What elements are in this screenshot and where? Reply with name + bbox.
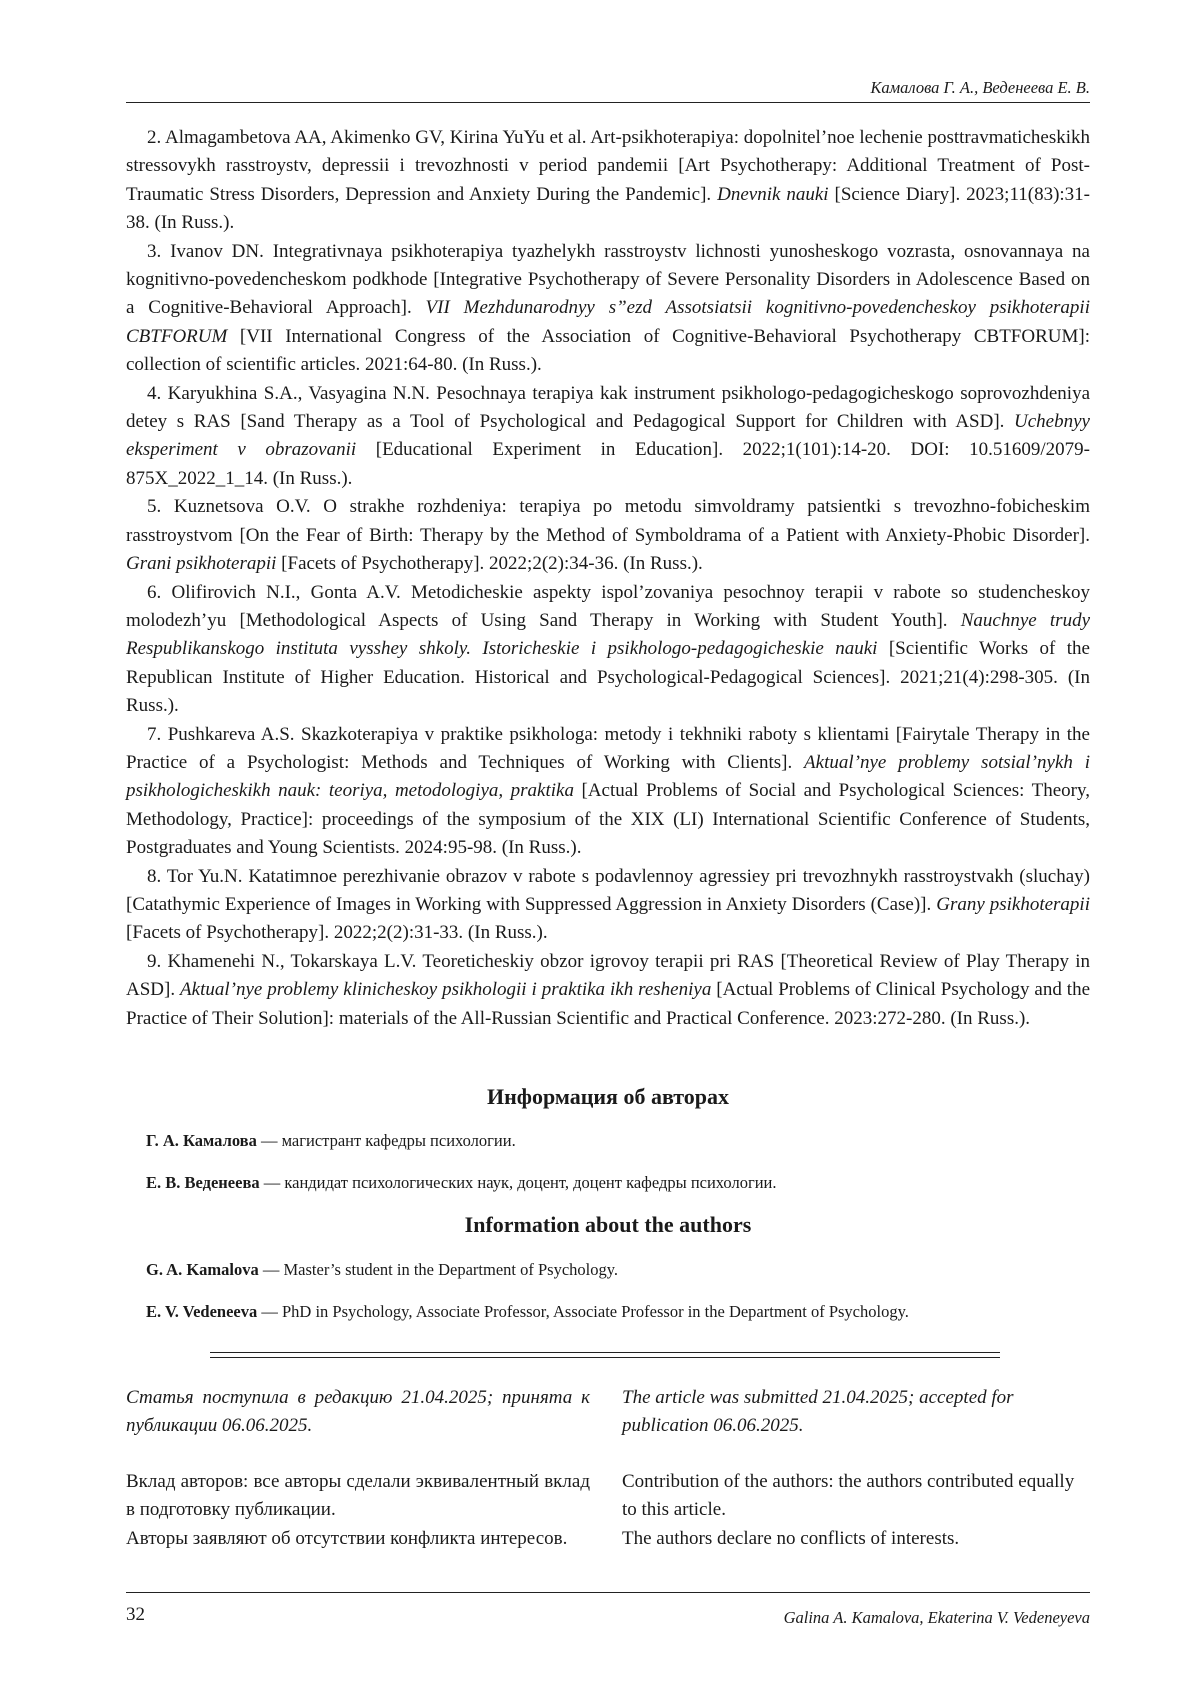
- double-divider: [210, 1352, 1000, 1358]
- reference-item: 7. Pushkareva A.S. Skazkoterapiya v praktike psikhologa: metody i tekhniki raboty s klientami [Fairytale Therapy in the Practice of a Psychologist: Methods and Techniques of Working with Clients]. Aktual’nye problemy sotsial’nykh i psikhologicheskikh nauk: teoriya, metodologiya, praktika [Actual Problems of Social and Psychological Sciences: Theory, Methodology, Practice]: proceedings of the symposium of the XIX (LI) International Scientific Conference of Students, Postgraduates and Young Scientists. 2024:95-98. (In Russ.).: [126, 723, 1091, 859]
- footer-authors: Galina A. Kamalova, Ekaterina V. Vedeneyeva: [783, 1608, 1090, 1627]
- submission-note-ru: Статья поступила в редакцию 21.04.2025; принята к публикации 06.06.2025.: [126, 1387, 590, 1437]
- authors-heading-en: Information about the authors: [464, 1212, 752, 1237]
- header-rule: [126, 102, 1090, 103]
- contribution-text-en: Contribution of the authors: the authors contributed equally to this article.: [622, 1471, 1075, 1521]
- contribution-text-ru: Вклад авторов: все авторы сделали эквивалентный вклад в подготовку публикации.: [126, 1471, 590, 1521]
- reference-item: 9. Khamenehi N., Tokarskaya L.V. Teoreticheskiy obzor igrovoy terapii pri RAS [Theoretical Review of Play Therapy in ASD]. Aktual’nye problemy klinicheskoy psikhologii i praktika ikh resheniya [Actual Problems of Clinical Psychology and the Practice of Their Solution]: materials of the All-Russian Scientific and Practical Conference. 2023:272-280. (In Russ.).: [126, 950, 1090, 1029]
- reference-item: 5. Kuznetsova O.V. O strakhe rozhdeniya: terapiya po metodu simvoldramy patsientki s trevozhno-fobicheskim rasstroystvom [On the Fear of Birth: Therapy by the Method of Symboldrama of a Patient with Anxiety-Phobic Disorder]. Grani psikhoterapii [Facets of Psychotherapy]. 2022;2(2):34-36. (In Russ.).: [126, 496, 1090, 575]
- conflict-text-en: The authors declare no conflicts of interests.: [622, 1527, 960, 1549]
- reference-item: 4. Karyukhina S.A., Vasyagina N.N. Pesochnaya terapiya kak instrument psikhologo-pedagogicheskogo soprovozhdeniya detey s RAS [Sand Therapy as a Tool of Psychological and Pedagogical Support for Children with ASD]. Uchebnyy eksperiment v obrazovanii [Educational Experiment in Education]. 2022;1(101):14-20. DOI: 10.51609/2079-875X_2022_1_14. (In Russ.).: [126, 382, 1090, 489]
- author-info-en-1: G. A. Kamalova — Master’s student in the Department of Psychology.: [146, 1260, 619, 1279]
- author-info-ru-2: Е. В. Веденеева — кандидат психологических наук, доцент, доцент кафедры психологии.: [146, 1173, 777, 1192]
- contribution-note-ru: [126, 1468, 590, 1553]
- contribution-note-en: [622, 1468, 1090, 1553]
- conflict-text-ru: Авторы заявляют об отсутствии конфликта интересов.: [126, 1527, 568, 1549]
- footer-rule: [126, 1592, 1090, 1593]
- reference-item: 3. Ivanov DN. Integrativnaya psikhoterapiya tyazhelykh rasstroystv lichnosti yunosheskogo vozrasta, osnovannaya na kognitivno-povedencheskom podkhode [Integrative Psychotherapy of Severe Personality Disorders in Adolescence Based on a Cognitive-Behavioral Approach]. VII Mezhdunarodnyy s”ezd Assotsiatsii kognitivno-povedencheskoy psikhoterapii CBTFORUM [VII International Congress of the Association of Cognitive-Behavioral Psychotherapy CBTFORUM]: collection of scientific articles. 2021:64-80. (In Russ.).: [126, 240, 1090, 376]
- page-number: 32: [126, 1604, 145, 1625]
- reference-item: 2. Almagambetova AA, Akimenko GV, Kirina YuYu et al. Art-psikhoterapiya: dopolnitel’noe lechenie posttravmaticheskikh stressovykh rasstroystv, depressii i trevozhnosti v period pandemii [Art Psychotherapy: Additional Treatment of Post-Traumatic Stress Disorders, Depression and Anxiety During the Pandemic]. Dnevnik nauki [Science Diary]. 2023;11(83):31-38. (In Russ.).: [126, 127, 1091, 234]
- running-head: Камалова Г. А., Веденеева Е. В.: [870, 78, 1090, 97]
- submission-note-en: The article was submitted 21.04.2025; accepted for publication 06.06.2025.: [622, 1387, 1014, 1437]
- author-info-ru-1: Г. А. Камалова — магистрант кафедры психологии.: [146, 1131, 516, 1150]
- authors-heading-ru: Информация об авторах: [486, 1084, 730, 1109]
- author-info-en-2: E. V. Vedeneeva — PhD in Psychology, Associate Professor, Associate Professor in the Department of Psychology.: [146, 1302, 909, 1321]
- reference-item: 6. Olifirovich N.I., Gonta A.V. Metodicheskie aspekty ispol’zovaniya pesochnoy terapii v rabote so studencheskoy molodezh’yu [Methodological Aspects of Using Sand Therapy in Working with Student Youth]. Nauchnye trudy Respublikanskogo instituta vysshey shkoly. Istoricheskie i psikhologo-pedagogicheskie nauki [Scientific Works of the Republican Institute of Higher Education. Historical and Psychological-Pedagogical Sciences]. 2021;21(4):298-305. (In Russ.).: [126, 581, 1091, 717]
- reference-list: [126, 124, 1090, 1033]
- reference-item: 8. Tor Yu.N. Katatimnoe perezhivanie obrazov v rabote s podavlennoy agressiey pri trevozhnykh rasstroystvakh (sluchay) [Catathymic Experience of Images in Working with Suppressed Aggression in Anxiety Disorders (Case)]. Grany psikhoterapii [Facets of Psychotherapy]. 2022;2(2):31-33. (In Russ.).: [126, 865, 1090, 944]
